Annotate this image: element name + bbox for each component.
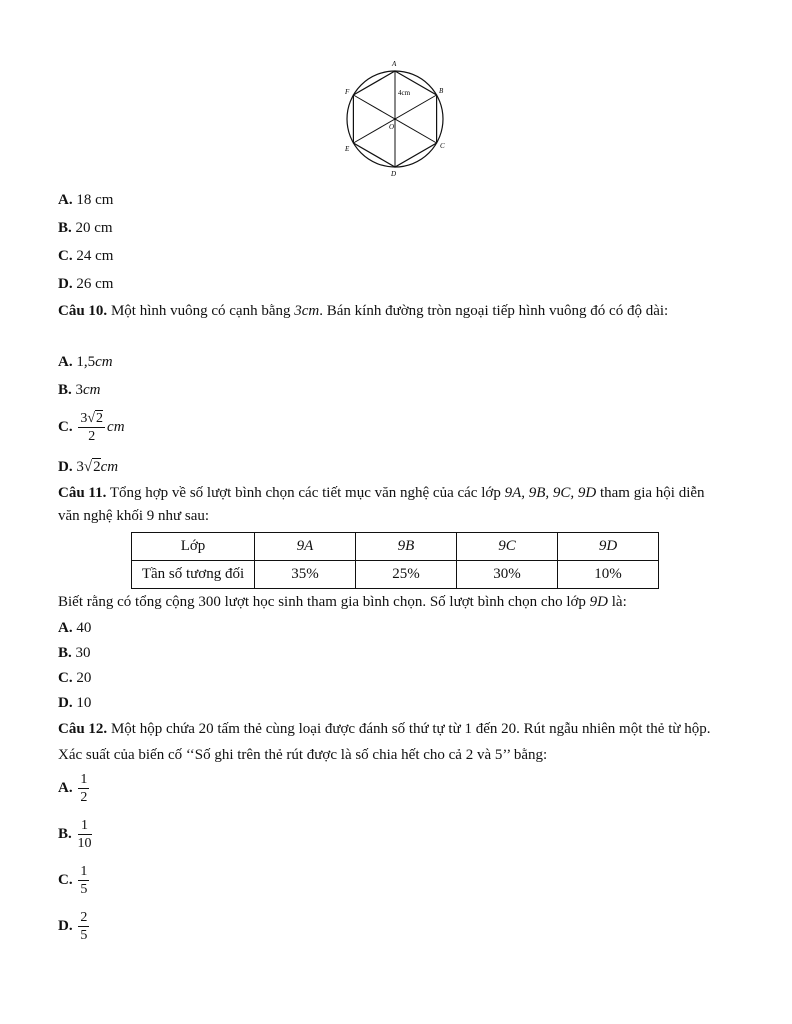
- followup-class: 9D: [589, 594, 609, 610]
- q10-text-after: . Bán kính đường tròn ngoại tiếp hình vuông đó có độ dài:: [319, 303, 669, 319]
- q9-option-d: [58, 274, 113, 294]
- table-row: [132, 561, 659, 589]
- q12-divisor-2: 5: [494, 747, 503, 763]
- q12-to: 20: [501, 721, 517, 737]
- option-text: 18 cm: [76, 192, 114, 208]
- q11-followup: [58, 592, 627, 612]
- option-text: 40: [76, 620, 92, 636]
- q11-option-b: [58, 643, 91, 663]
- option-text: 26 cm: [76, 276, 114, 292]
- q12-text-2: tấm thẻ cùng loại được đánh số thứ tự từ: [213, 721, 465, 737]
- option-text: 30: [75, 645, 91, 661]
- option-label: C.: [58, 670, 73, 686]
- option-number: 1,5: [76, 354, 96, 370]
- q12-option-b: [58, 816, 94, 852]
- q11-stem: [58, 482, 726, 528]
- option-label: A.: [58, 780, 73, 796]
- q11-option-a: [58, 618, 91, 638]
- option-label: C.: [58, 419, 73, 435]
- side-length-label: 4cm: [398, 89, 411, 97]
- numerator: 2: [80, 910, 88, 926]
- table-cell: 30%: [457, 561, 558, 589]
- option-text: 10: [76, 695, 92, 711]
- q11-grade: 9: [146, 508, 155, 524]
- q11-text-before: Tổng hợp về số lượt bình chọn các tiết mục văn nghệ của các lớp: [106, 485, 505, 501]
- table-header-cell: 9A: [255, 533, 356, 561]
- followup-total: 300: [198, 594, 221, 610]
- table-row: [132, 533, 659, 561]
- option-unit: cm: [100, 459, 119, 475]
- option-label: D.: [58, 459, 73, 475]
- q11-option-c: [58, 668, 91, 688]
- q9-option-c: [58, 246, 113, 266]
- option-label: B.: [58, 826, 72, 842]
- option-unit: cm: [83, 382, 101, 398]
- q11-text-end: như sau:: [154, 508, 210, 524]
- numerator: 1: [80, 772, 88, 788]
- option-number: 3: [75, 382, 84, 398]
- table-cell: 10%: [558, 561, 659, 589]
- denominator: 2: [88, 429, 96, 445]
- option-label: C.: [58, 872, 73, 888]
- radicand: 2: [96, 411, 104, 427]
- followup-mid: lượt học sinh tham gia bình chọn. Số lượt bình chọn cho lớp: [220, 594, 590, 610]
- fraction: [78, 771, 89, 806]
- q10-option-d: [58, 457, 118, 477]
- q10-side: 3cm: [294, 303, 320, 319]
- q12-text-3: đến: [471, 721, 502, 737]
- table-cell: 35%: [255, 561, 356, 589]
- q9-option-a: [58, 190, 113, 210]
- q12-stem: [58, 716, 726, 768]
- q12-divisor-1: 2: [465, 747, 474, 763]
- q9-option-b: [58, 218, 113, 238]
- option-label: B.: [58, 220, 72, 236]
- denominator: 2: [80, 790, 88, 806]
- denominator: 5: [80, 928, 88, 944]
- table-cell: 25%: [356, 561, 457, 589]
- table-header-cell: 9B: [356, 533, 457, 561]
- option-label: C.: [58, 248, 73, 264]
- coefficient: 3: [76, 459, 84, 475]
- denominator: 5: [80, 882, 88, 898]
- label-c: C: [440, 142, 445, 150]
- radicand: 2: [93, 459, 101, 475]
- q12-text-1: Một hộp chứa: [107, 721, 199, 737]
- label-d: D: [391, 170, 397, 178]
- q12-text-4: . Rút ngẫu nhiên một thẻ từ hộp. Xác suất của biến cố ‘‘Số ghi trên thẻ rút được là số chia hết cho cả: [58, 721, 711, 763]
- q10-text-before: Một hình vuông có cạnh bằng: [107, 303, 295, 319]
- fraction: [78, 863, 89, 898]
- option-label: A.: [58, 620, 73, 636]
- coefficient: 3: [80, 411, 88, 427]
- q12-from: 1: [464, 721, 472, 737]
- q12-option-d: [58, 908, 91, 944]
- numerator: 1: [80, 864, 88, 880]
- option-unit: cm: [107, 419, 125, 435]
- q10-stem: [58, 300, 726, 323]
- q12-text-5: và: [473, 747, 495, 763]
- option-label: B.: [58, 382, 72, 398]
- question-number: Câu 10.: [58, 303, 108, 319]
- label-b: B: [439, 87, 444, 95]
- label-e: E: [345, 145, 350, 153]
- q11-text-mid: tham gia hội diễn văn nghệ khối: [58, 485, 705, 524]
- q11-classes: 9A, 9B, 9C, 9D: [504, 485, 597, 501]
- question-number: Câu 11.: [58, 485, 107, 501]
- table-row-label: Tần số tương đối: [132, 561, 255, 589]
- table-header-cell: 9D: [558, 533, 659, 561]
- option-label: D.: [58, 695, 73, 711]
- option-label: D.: [58, 918, 73, 934]
- fraction: [78, 817, 92, 852]
- q10-option-c: [58, 409, 125, 445]
- followup-before: Biết rằng có tổng cộng: [58, 594, 199, 610]
- option-text: 20 cm: [75, 220, 113, 236]
- label-o: O: [389, 123, 395, 131]
- q10-option-b: [58, 380, 101, 400]
- fraction: [78, 909, 89, 944]
- option-label: D.: [58, 276, 73, 292]
- hexagon-circle-figure: [340, 56, 460, 180]
- option-unit: cm: [95, 354, 113, 370]
- followup-end: là:: [608, 594, 627, 610]
- q12-option-c: [58, 862, 91, 898]
- q11-option-d: [58, 693, 91, 713]
- q12-option-a: [58, 770, 91, 806]
- fraction: [78, 410, 105, 445]
- frequency-table: [131, 532, 659, 589]
- table-header-cell: Lớp: [132, 533, 255, 561]
- q10-option-a: [58, 352, 113, 372]
- sqrt: √2: [83, 459, 101, 475]
- option-label: A.: [58, 354, 73, 370]
- option-text: 24 cm: [76, 248, 114, 264]
- numerator: 1: [78, 817, 92, 835]
- q12-count: 20: [198, 721, 214, 737]
- label-a: A: [392, 60, 397, 68]
- option-label: B.: [58, 645, 72, 661]
- sqrt: √2: [87, 411, 104, 427]
- denominator: 10: [77, 836, 92, 852]
- q12-text-6: ’’ bằng:: [502, 747, 548, 763]
- question-number: Câu 12.: [58, 721, 108, 737]
- option-label: A.: [58, 192, 73, 208]
- option-text: 20: [76, 670, 92, 686]
- label-f: F: [345, 88, 350, 96]
- table-header-cell: 9C: [457, 533, 558, 561]
